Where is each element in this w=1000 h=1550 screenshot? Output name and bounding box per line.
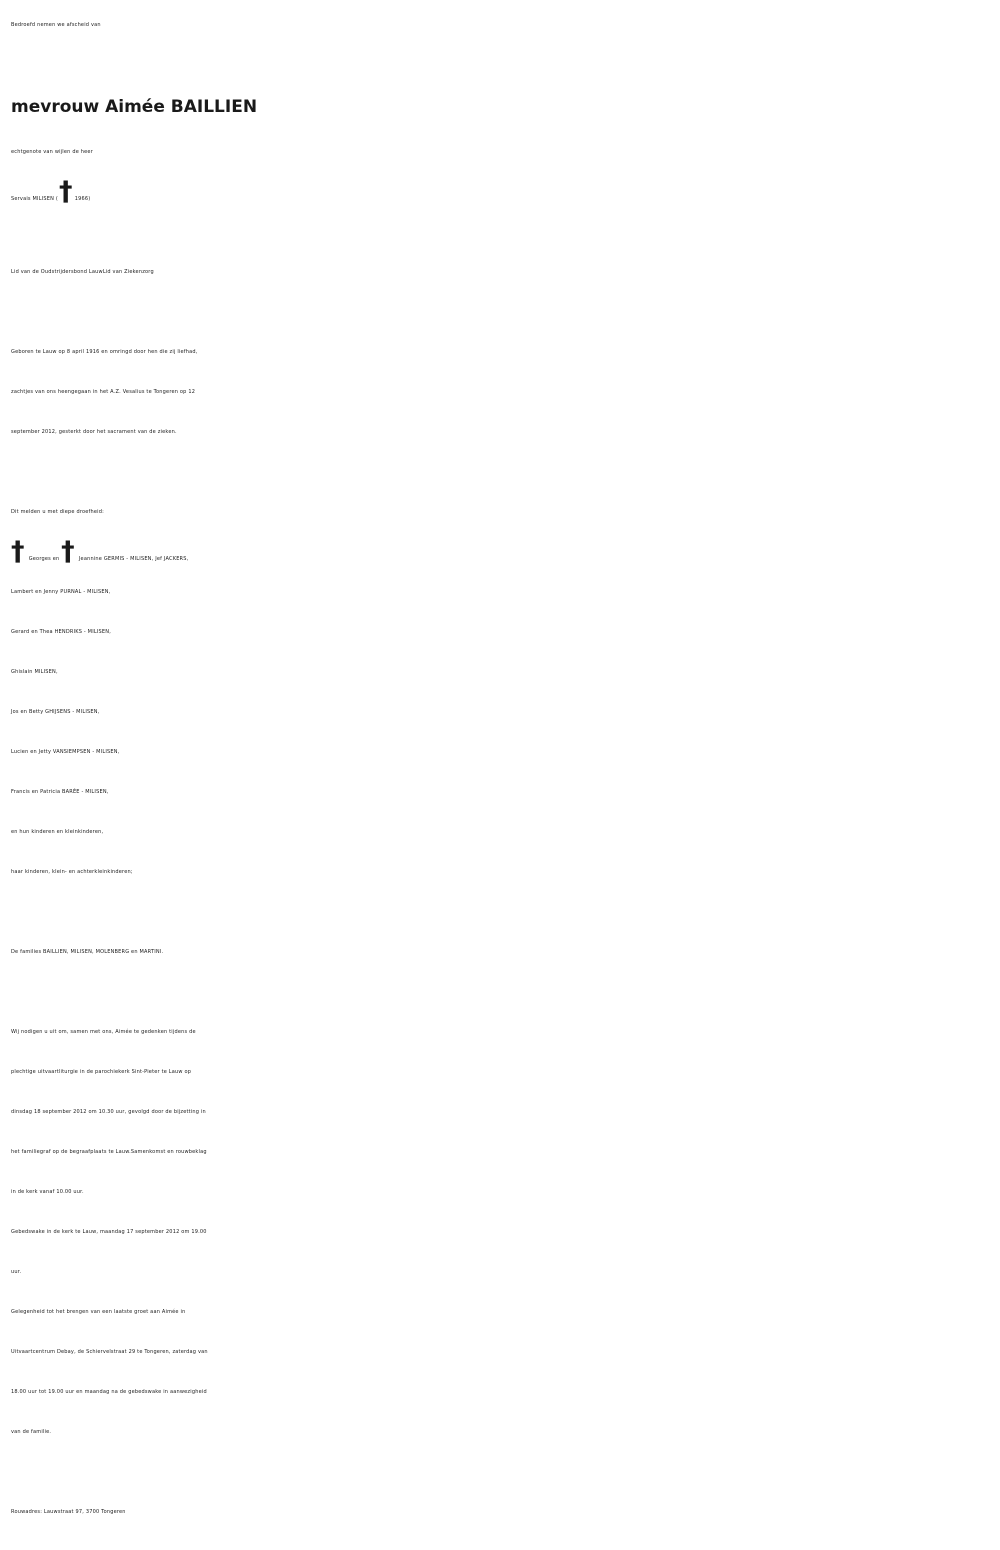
- obituary-document: [11, 0, 996, 1532]
- deceased-name: mevrouw Aimée BAILLIEN: [11, 97, 258, 117]
- cross-icon: †: [58, 176, 73, 207]
- address-text: Rouwadres: Lauwstraat 97, 3700 Tongeren: [11, 1509, 126, 1515]
- family-line: Ghislain MILISEN,: [11, 669, 58, 675]
- ceremony-line: Gelegenheid tot het brengen van een laatste groet aan Aimée in: [11, 1309, 186, 1315]
- spouse-death-year: 1966): [74, 196, 91, 202]
- family-name-text: Georges en: [28, 556, 60, 562]
- ceremony-line: van de familie.: [11, 1429, 52, 1435]
- family-line: Jos en Betty GHIJSENS - MILISEN,: [11, 709, 100, 715]
- cross-icon: †: [11, 536, 25, 567]
- family-line: haar kinderen, klein- en achterkleinkinderen;: [11, 869, 133, 875]
- intro-text: Bedroefd nemen we afscheid van: [11, 22, 101, 28]
- ceremony-line: Gebedswake in de kerk te Lauw, maandag 17 september 2012 om 19.00: [11, 1229, 207, 1235]
- ceremony-line: Wij nodigen u uit om, samen met ons, Aimée te gedenken tijdens de: [11, 1029, 196, 1035]
- spouse-name-text: Servais MILISEN (: [11, 196, 58, 202]
- ceremony-line: dinsdag 18 september 2012 om 10.30 uur, gevolgd door de bijzetting in: [11, 1109, 206, 1115]
- families-text: De families BAILLIEN, MILISEN, MOLENBERG en MARTINI.: [11, 949, 164, 955]
- ceremony-line: uur.: [11, 1269, 22, 1275]
- ceremony-line: Uitvaartcentrum Debay, de Schiervelstraat 29 te Tongeren, zaterdag van: [11, 1349, 208, 1355]
- announcement-heading: Dit melden u met diepe droefheid:: [11, 509, 104, 515]
- family-line: [11, 532, 996, 572]
- spouse-name: [11, 172, 996, 212]
- ceremony-line: 18.00 uur tot 19.00 uur en maandag na de gebedswake in aanwezigheid: [11, 1389, 207, 1395]
- ceremony-line: plechtige uitvaartliturgie in de parochiekerk Sint-Pieter te Lauw op: [11, 1069, 192, 1075]
- spouse-line: echtgenote van wijlen de heer: [11, 149, 93, 155]
- ceremony-line: het familiegraf op de begraafplaats te Lauw.Samenkomst en rouwbeklag: [11, 1149, 207, 1155]
- family-name-text: Jeannine GERMIS - MILISEN, Jef JACKERS,: [78, 556, 189, 562]
- birth-death-line: zachtjes van ons heengegaan in het A.Z. Vesalius te Tongeren op 12: [11, 389, 196, 395]
- cross-icon: †: [61, 536, 75, 567]
- birth-death-line: september 2012, gesterkt door het sacrament van de zieken.: [11, 429, 177, 435]
- membership-text: Lid van de Oudstrijdersbond LauwLid van Ziekenzorg: [11, 269, 154, 275]
- birth-death-line: Geboren te Lauw op 8 april 1916 en omringd door hen die zij liefhad,: [11, 349, 198, 355]
- family-line: Gerard en Thea HENDRIKS - MILISEN,: [11, 629, 111, 635]
- family-line: Lambert en Jenny PURNAL - MILISEN,: [11, 589, 111, 595]
- family-line: en hun kinderen en kleinkinderen,: [11, 829, 104, 835]
- ceremony-line: in de kerk vanaf 10.00 uur.: [11, 1189, 84, 1195]
- family-line: Francis en Patricia BARÉE - MILISEN,: [11, 789, 109, 795]
- family-line: Lucien en Jetty VANSIEMPSEN - MILISEN,: [11, 749, 120, 755]
